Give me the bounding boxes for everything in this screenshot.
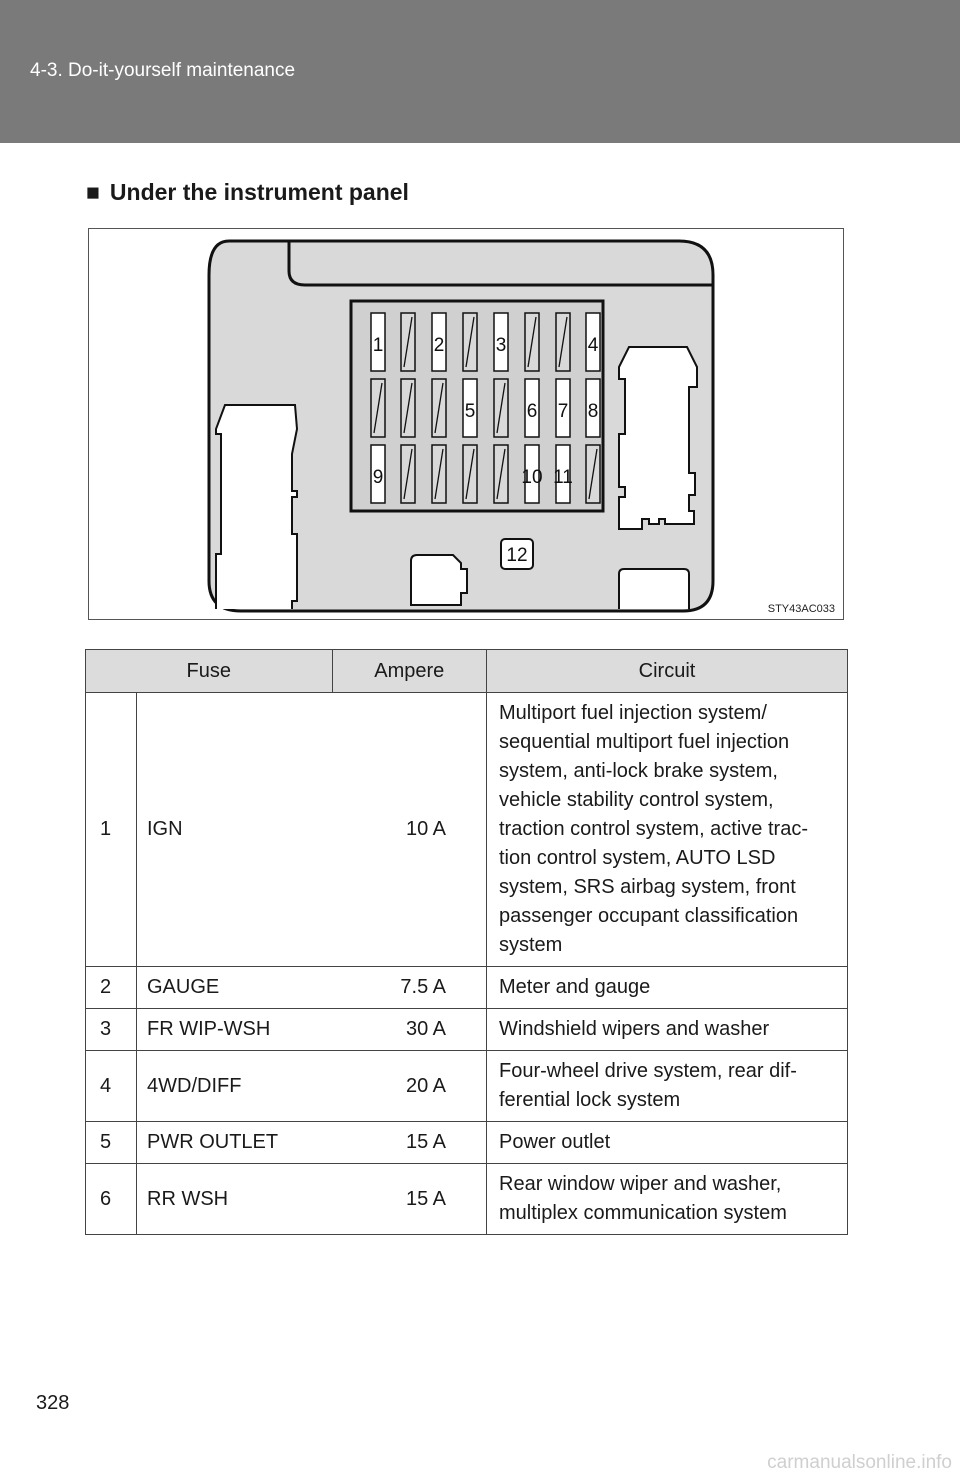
table-header-row (86, 650, 848, 693)
fuse-number: 3 (86, 1009, 137, 1051)
heading-text: Under the instrument panel (109, 179, 409, 205)
table-row (86, 967, 848, 1009)
fuse-number: 4 (86, 1051, 137, 1122)
fuse-ampere: 7.5 A (332, 967, 487, 1009)
fuse-name: PWR OUTLET (137, 1122, 333, 1164)
fuse-circuit: Four-wheel drive system, rear dif-ferential lock system (487, 1051, 848, 1122)
fuse-circuit: Meter and gauge (487, 967, 848, 1009)
section-heading (86, 179, 409, 206)
table-row (86, 1051, 848, 1122)
fuse-ampere: 30 A (332, 1009, 487, 1051)
figure-code: STY43AC033 (767, 603, 835, 615)
fuse-ampere: 15 A (332, 1122, 487, 1164)
table-row (86, 693, 848, 967)
small-relay (411, 555, 467, 605)
fuse-box-diagram (88, 228, 844, 620)
table-row (86, 1164, 848, 1235)
fuse-ampere: 20 A (332, 1051, 487, 1122)
fuse-circuit: Rear window wiper and washer, multiplex communication system (487, 1164, 848, 1235)
fuse-label: 3 (495, 335, 507, 356)
fuse-ampere: 10 A (332, 693, 487, 967)
fuse-name: 4WD/DIFF (137, 1051, 333, 1122)
fuse-number: 1 (86, 693, 137, 967)
bottom-right-block (619, 569, 689, 609)
right-connector (619, 347, 697, 529)
fuse-circuit: Windshield wipers and washer (487, 1009, 848, 1051)
header-ampere: Ampere (332, 650, 487, 693)
table-row (86, 1009, 848, 1051)
heading-bullet: ■ (86, 179, 100, 205)
fuse-label: 5 (464, 401, 476, 422)
fuse-name: RR WSH (137, 1164, 333, 1235)
fuse-label: 4 (587, 335, 599, 356)
fuse-circuit: Power outlet (487, 1122, 848, 1164)
fuse-label: 12 (506, 545, 528, 566)
fuse-label: 1 (372, 335, 384, 356)
fuse-ampere: 15 A (332, 1164, 487, 1235)
page-number: 328 (36, 1392, 70, 1414)
watermark: carmanualsonline.info (767, 1452, 952, 1473)
header-section-title: 4-3. Do-it-yourself maintenance (30, 60, 296, 81)
fuse-label: 2 (433, 335, 445, 356)
fuse-number: 5 (86, 1122, 137, 1164)
fuse-label: 11 (553, 467, 573, 488)
fuse-name: GAUGE (137, 967, 333, 1009)
fuse-label: 7 (557, 401, 569, 422)
fuse-name: FR WIP-WSH (137, 1009, 333, 1051)
fuse-number: 2 (86, 967, 137, 1009)
page-header (0, 0, 960, 143)
fuse-box-illustration (89, 229, 845, 621)
fuse-label: 10 (521, 467, 543, 488)
fuse-circuit: Multiport fuel injection system/ sequential multiport fuel injection system, anti-lock brake system, vehicle stability control system, traction control system, active trac-tion control system, AUTO LSD system, SRS airbag system, front passenger occupant classification system (487, 693, 848, 967)
table-row (86, 1122, 848, 1164)
fuse-name: IGN (137, 693, 333, 967)
fuse-number: 6 (86, 1164, 137, 1235)
header-fuse: Fuse (86, 650, 333, 693)
fuse-label: 8 (587, 401, 599, 422)
fuse-table (85, 649, 848, 1235)
fuse-label: 9 (372, 467, 384, 488)
header-circuit: Circuit (487, 650, 848, 693)
fuse-label: 6 (526, 401, 538, 422)
left-connector (216, 405, 297, 609)
